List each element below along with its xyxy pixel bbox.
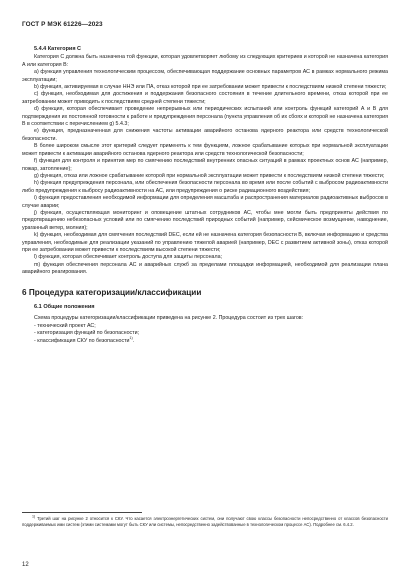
footnote: [22, 516, 388, 527]
footnote-ref: 1): [129, 335, 133, 340]
paragraph: В более широком смысле этот критерий следует применять к тем функциям, ложное срабатывание которых при нормальной эксплуатации может привести к активации аварийного останова ядерного реактора или средств технологической безопасности;: [22, 143, 388, 157]
paragraph: m) функция обеспечения персонала АС и аварийных служб за пределами площадки информацией, необходимой для реализации плана аварийного реагирования.: [22, 261, 388, 276]
paragraph: g) функция, отказ или ложное срабатывание которой при нормальной эксплуатации может привести к последствиям низкой степени тяжести;: [34, 172, 385, 179]
section-6-intro: Схема процедуры категоризации/классификации приведена на рисунке 2. Процедура состоит из трех шагов:: [34, 315, 304, 322]
paragraph: c) функция, необходимая для достижения и поддержания безопасного состояния в течение длительного времени, отказ которой при ее затребовании может приводить к последствиям средней степени тяжести;: [22, 91, 388, 105]
paragraph: a) функция управления технологическим процессом, обеспечивающая поддержание основных параметров АС в рамках нормального режима эксплуатации;: [22, 69, 388, 83]
paragraph: b) функция, активируемая в случае ННЭ или ПА, отказ которой при ее затребовании может привести к последствиям низкой степени тяжести;: [34, 84, 387, 91]
main-content: [22, 46, 388, 345]
section-5-4-4-paragraphs: [22, 54, 388, 276]
paragraph: l) функция, которая обеспечивает контроль доступа для защиты персонала;: [34, 254, 222, 261]
step-item: - технический проект АС;: [34, 322, 96, 329]
paragraph: j) функция, осуществляющая мониторинг и оповещение штатных сотрудников АС, чтобы мне могли быть предприняты действия по предотвращению небезопасных условий или по смягчению последствий природных событий (например, сейсмическое возмущение, наводнение, ураганный ветер, молния);: [22, 209, 388, 231]
paragraph: i) функция предоставления необходимой информации для определения масштаба и распространения материалов радиоактивных выбросов в случае аварии;: [22, 195, 388, 209]
footnote-divider: [22, 512, 142, 513]
section-heading-6-1: 6.1 Общие положения: [34, 304, 95, 310]
paragraph: d) функция, которая обеспечивает проведение непрерывных или периодических испытаний или контроль функций категорий А и В для подтверждения их постоянной готовности к работе и предупреждения персонала (пункта управления об их сбоях и которой не назначена категория В в соответствии с перечислением g) 5.4.3;: [22, 106, 388, 128]
standard-header: ГОСТ Р МЭК 61226—2023: [22, 21, 103, 28]
page-number: 12: [22, 562, 29, 568]
section-heading-6: 6 Процедура категоризации/классификации: [22, 287, 202, 297]
paragraph: f) функция для контроля и принятия мер по смягчению последствий внутренних опасных ситуаций в рамках проектных основ АС (например, пожар, затопление);: [22, 158, 388, 172]
footnote-text: Третий шаг на рисунке 2 относится к СКУ. Что касается электроэнергетических систем, они получают свою классы безопасности непосредственно от классов безопасности поддерживаемых ими систем (этими системами могут быть СКУ или системы, непосредственно задействованные в технологическом процессе АС). Подробнее см. 6.4.2.: [22, 516, 388, 527]
step-item: - категоризация функций по безопасности;: [34, 330, 140, 337]
step-item: - классификация СКУ по безопасности$^{1)}$.: [34, 335, 135, 344]
paragraph: e) функция, предназначенная для снижения частоты активации аварийного останова ядерного реактора или средств технологической безопасности.: [22, 128, 388, 142]
section-heading-5-4-4: 5.4.4 Категория С: [34, 46, 82, 52]
paragraph: Категория С должна быть назначена той функции, которая удовлетворяет любому из следующих критериев и которой не назначена категория А или категория В:: [22, 54, 388, 68]
paragraph: h) функция предупреждения персонала, или обеспечения безопасности персонала во время или после событий с выбросом радиоактивности либо предупреждения к выбросу радиоактивности на АС, или предупреждения о риске радиационного воздействия;: [22, 180, 388, 194]
paragraph: k) функция, необходимая для смягчения последствий DEC, если ей не назначена категория безопасности В, включая информацию и средства управления, необходимые для реализации указаний по управлению тяжелой аварией (например, DEC с развитием активной зоны), отказ которой при ее затребовании может привести к последствиям высокой степени тяжести;: [22, 232, 388, 253]
footnote-marker: 1): [32, 514, 36, 519]
step-text: - классификация СКУ по безопасности: [34, 337, 130, 344]
